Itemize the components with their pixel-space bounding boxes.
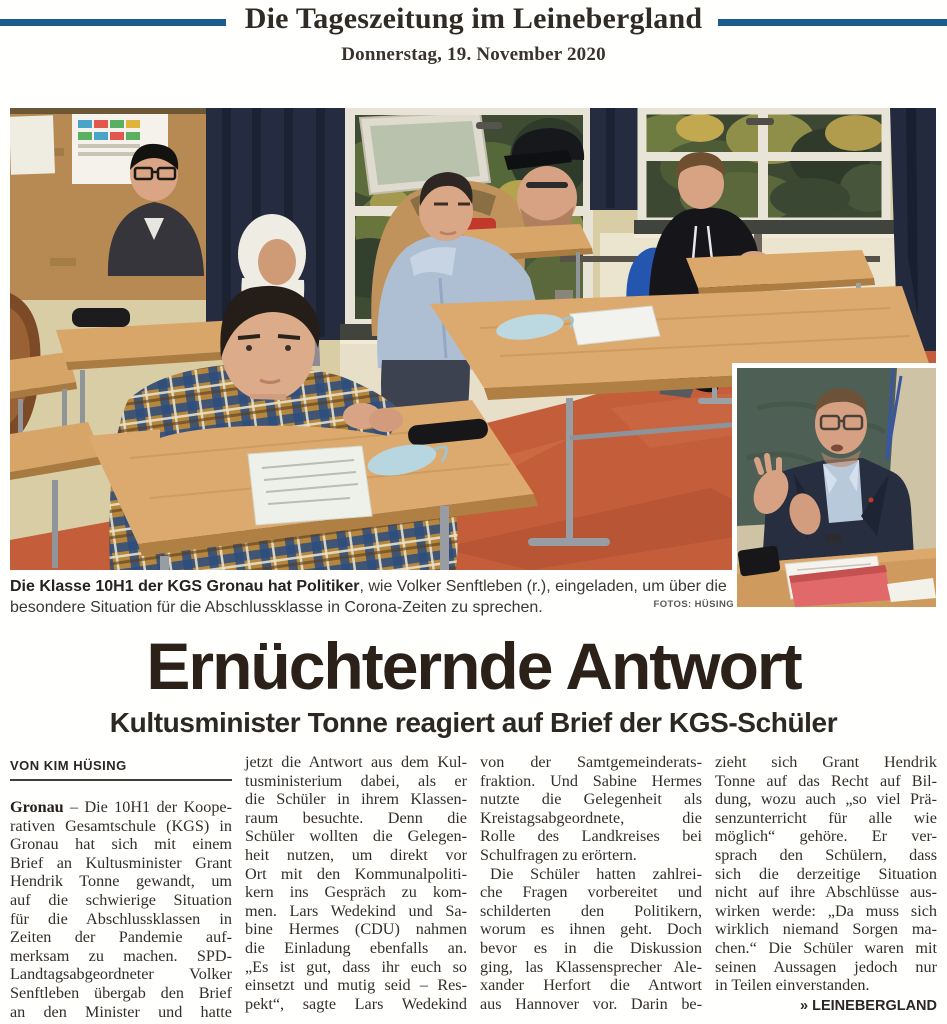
article-line: xander Herfort die Antwort — [480, 976, 702, 995]
article-line: kern ins Gespräch zu kom- — [245, 883, 467, 902]
article-line: in Teilen einverstanden. — [715, 976, 870, 995]
article-line: raum besuchte. Denn die — [245, 808, 467, 827]
window-right — [630, 110, 900, 238]
issue-date: Donnerstag, 19. November 2020 — [341, 44, 606, 65]
article-line: Senftleben übergab den Brief — [10, 983, 232, 1002]
pencil-case — [72, 308, 130, 327]
subheadline: Kultusminister Tonne reagiert auf Brief der KGS-Schüler — [109, 707, 838, 738]
caption-text: , wie Volker Senftleben (r.), eingeladen, um über die besondere Situation für die Abschlussklasse in Corona-Zeiten zu sprechen. — [10, 578, 727, 616]
article-line: möglich“ gehöre. Er ver- — [715, 827, 937, 846]
byline: VON KIM HÜSING — [10, 758, 127, 773]
article-line: Kreistagsabgeordnete, die — [480, 808, 702, 827]
article-line: bevor es in die Diskussion — [480, 938, 702, 957]
article-line: merksam zu machen. SPD- — [10, 946, 232, 965]
article-line: tusministerium dabei, als er — [245, 771, 467, 790]
article-line: Hendrik Tonne gewandt, um — [10, 872, 232, 891]
article-line: nicht auf ihre Abschlüsse aus- — [715, 883, 937, 902]
article-line: Schulfragen zu erörtern. — [480, 845, 637, 864]
article-line: bine Hermes (CDU) nahmen — [245, 920, 467, 939]
phone — [737, 545, 780, 576]
article-column-4 — [715, 753, 937, 1021]
article-line: zieht sich Grant Hendrik — [715, 753, 937, 771]
article-line: Rolle des Landkreises bei — [480, 827, 702, 846]
article-line: wirken werde: „Da muss sich — [715, 901, 937, 920]
article-line: Gronau – Die 10H1 der Koope- — [10, 798, 232, 816]
article-line: einsetzt und mutig seid – Res- — [245, 976, 467, 995]
article-line: jetzt die Antwort aus dem Kul- — [245, 753, 467, 771]
wristwatch — [825, 534, 842, 543]
article-line: chen.“ Die Schüler waren mit — [715, 938, 937, 957]
article-line: von der Samtgemeinderats- — [480, 753, 702, 771]
article-line: dung, wozu auch „so viel Prä- — [715, 790, 937, 809]
article-line: ging, las Klassensprecher Ale- — [480, 957, 702, 976]
lapel-pin — [869, 498, 874, 503]
article-column-2 — [245, 753, 467, 1021]
window-handle — [476, 122, 502, 129]
article-line: wirklich niemand Sorgen ma- — [715, 920, 937, 939]
source-tag: » LEINEBERGLAND — [800, 997, 937, 1014]
article-line: nutzte die Gelegenheit als — [480, 790, 702, 809]
article-line: Ort mit den Kommunalpoliti- — [245, 864, 467, 883]
article-line: che Fragen vorbereitet und — [480, 883, 702, 902]
article-line: Landtagsabgeordneter Volker — [10, 965, 232, 984]
pinned-sheet — [10, 115, 55, 175]
article-line: „Es ist gut, dass ihr euch so — [245, 957, 467, 976]
photo-caption — [10, 576, 732, 618]
article-line: aus Hannover vor. Darin be- — [480, 994, 702, 1013]
article-line: senzunterricht für alle wie — [715, 808, 937, 827]
article-line: die Schüler in ihrem Klassen- — [245, 790, 467, 809]
article-line: seinen Aussagen jedoch nur — [715, 957, 937, 976]
inset-photo-senftleben — [732, 363, 936, 607]
headline: Ernüchternde Antwort — [146, 629, 801, 703]
article-line: schilderten den Politikern, — [480, 901, 702, 920]
article-line: Gronau hat sich mit einem — [10, 835, 232, 854]
article-line: fraktion. Und Sabine Hermes — [480, 771, 702, 790]
article-column-1 — [10, 753, 232, 1021]
article-line: sich die derzeitige Situation — [715, 864, 937, 883]
article-line: worum es ihnen geht. Doch — [480, 920, 702, 939]
article-line: Tonne auf das Recht auf Bil- — [715, 771, 937, 790]
article-line: heit nutzen, um direkt vor — [245, 845, 467, 864]
article-line: men. Lars Wedekind und Sa- — [245, 901, 467, 920]
article-line: auf die schwierige Situation — [10, 890, 232, 909]
article-columns — [10, 753, 937, 1021]
senftleben-scene — [737, 368, 936, 607]
article-line: sprach den Schülern, dass — [715, 845, 937, 864]
article-line: Schüler wollten die Gelegen- — [245, 827, 467, 846]
window-handle — [746, 118, 774, 125]
caption-lead: Die Klasse 10H1 der KGS Gronau hat Politiker — [10, 578, 360, 595]
article-column-3 — [480, 753, 702, 1021]
article-line: die Einladung ebenfalls an. — [245, 938, 467, 957]
article-line: an den Minister und hatte — [10, 1002, 232, 1021]
article-line: Die Schüler hatten zahlrei- — [490, 864, 702, 883]
photo-credit: FOTOS: HÜSING — [653, 599, 734, 610]
newspaper-title: Die Tageszeitung im Leinebergland — [244, 2, 703, 35]
article-line: Brief an Kultusminister Grant — [10, 853, 232, 872]
article-line: Zeiten der Pandemie auf- — [10, 928, 232, 947]
article-line: pekt“, sagte Lars Wedekind — [245, 994, 467, 1013]
article-line: rativen Gesamtschule (KGS) in — [10, 816, 232, 835]
article-line: für die Abschlussklassen in — [10, 909, 232, 928]
paper-sheet — [248, 446, 372, 525]
byline-rule — [10, 779, 232, 781]
